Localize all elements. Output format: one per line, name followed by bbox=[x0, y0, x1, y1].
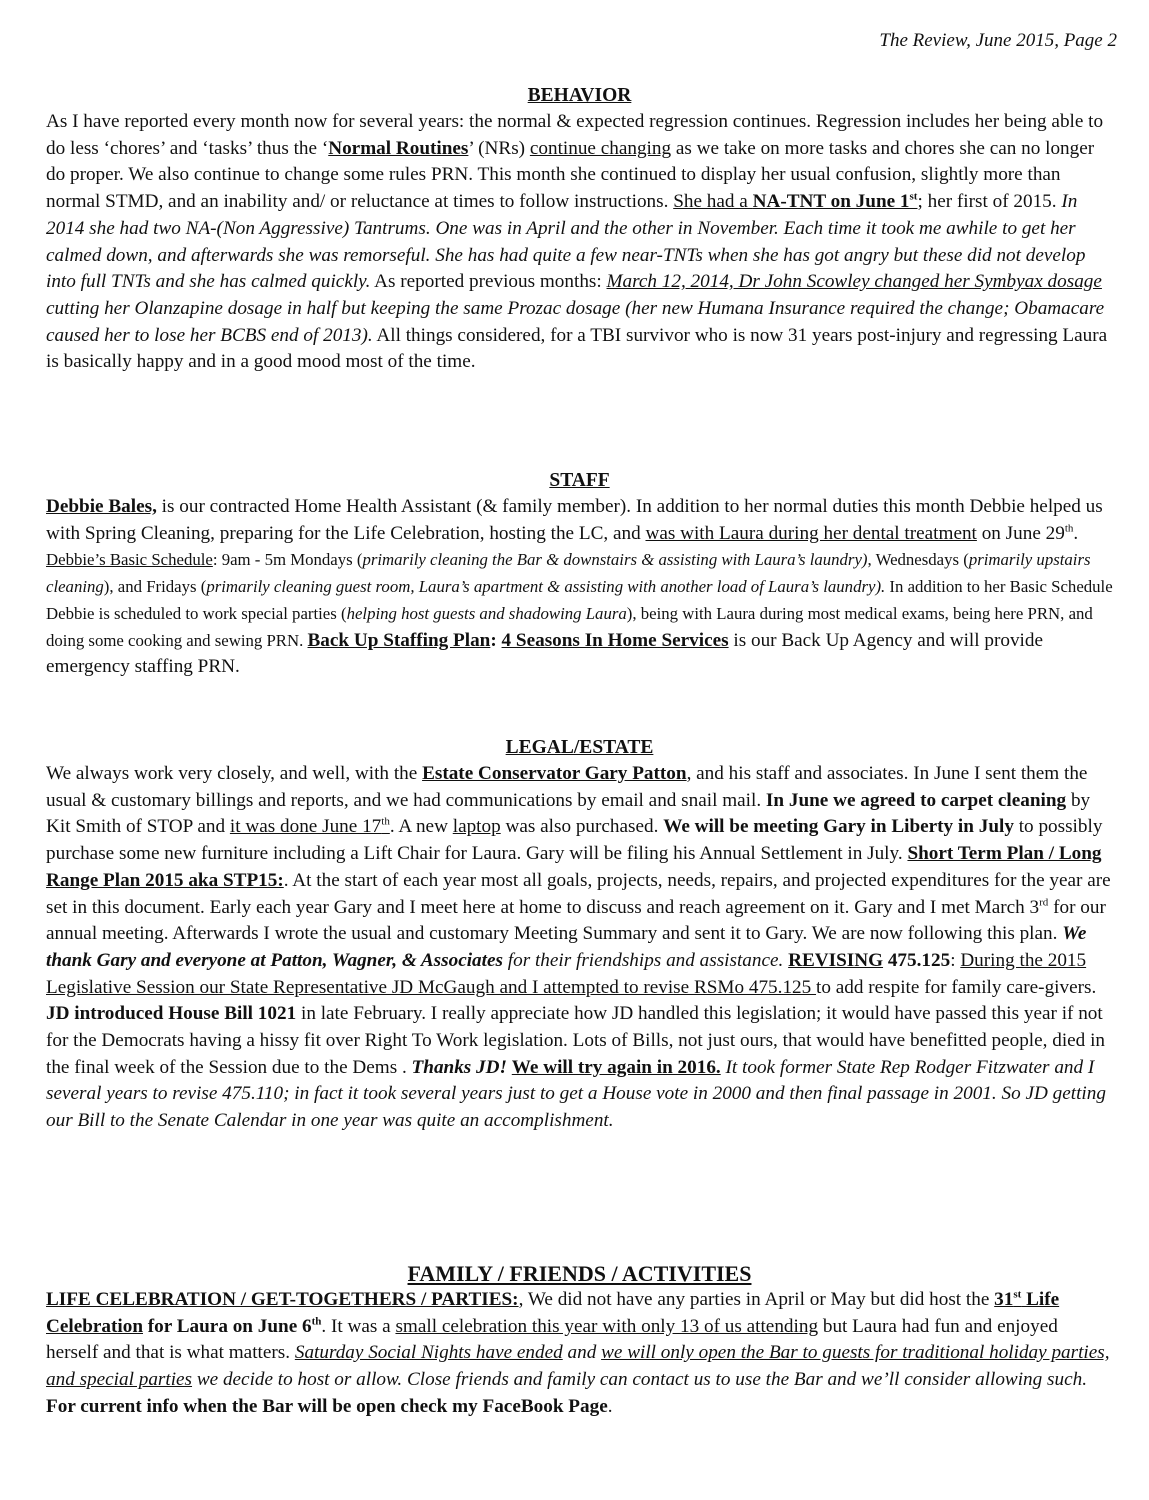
text-run: to add respite for family care-givers. bbox=[816, 976, 1097, 998]
section-heading-staff: STAFF bbox=[549, 470, 610, 491]
text-run: . It was a bbox=[321, 1315, 396, 1337]
text-run: We will try again in 2016. bbox=[511, 1056, 721, 1078]
section-family-friends-activities bbox=[46, 1260, 1113, 1421]
text-run: for Laura on June 6 bbox=[143, 1315, 312, 1337]
section-legal-estate bbox=[46, 734, 1113, 1135]
text-run: . bbox=[607, 1395, 613, 1417]
text-run: . At the start of each year most all goals, projects, needs, repairs, and projected expenditures for the year are set in this document. Early each year Gary and I meet here at home to discuss and reach agreement on it. Gary and I met March 3 bbox=[46, 869, 1111, 918]
text-run: JD introduced House Bill 1021 bbox=[46, 1003, 297, 1025]
text-run: : bbox=[490, 629, 502, 651]
text-run-debbie-bales: Debbie Bales, bbox=[46, 496, 157, 517]
superscript: rd bbox=[1039, 896, 1049, 909]
text-run: LIFE CELEBRATION / GET-TOGETHERS / PARTIES: bbox=[46, 1289, 519, 1310]
text-run: but Laura had fun and enjoyed herself and that is what matters. bbox=[46, 1315, 1058, 1364]
text-run: : bbox=[950, 949, 961, 971]
text-run: Short Term Plan / Long Range Plan 2015 aka STP15: bbox=[46, 843, 1102, 891]
text-run: ; her first of 2015. bbox=[917, 191, 1062, 213]
text-run: In June we agreed to carpet cleaning bbox=[765, 789, 1067, 811]
text-run: In addition to her Basic Schedule Debbie is scheduled to work special parties ( bbox=[46, 577, 1113, 623]
text-run: primarily cleaning guest room, Laura’s apartment & assisting with another load of Laura’s laundry). bbox=[206, 577, 886, 597]
text-run: for their friendships and assistance. bbox=[502, 949, 784, 971]
text-run: As I have reported every month now for several years: the normal & expected regression continues. Regression includes her being able to do less ‘chores’ and ‘tasks’ thus the ‘ bbox=[46, 111, 1104, 159]
text-run: we decide to host or allow. Close friends and family can contact us to use the Bar and we’ll consider allowing such. bbox=[192, 1369, 1088, 1391]
text-run: cutting her Olanzapine dosage in half but keeping the same Prozac dosage (her new Humana Insurance required the change; Obamacare caused her to lose her BCBS end of 2013). bbox=[46, 297, 1105, 346]
superscript: st bbox=[1013, 1288, 1022, 1301]
section-heading-legal-estate: LEGAL/ESTATE bbox=[505, 737, 654, 758]
text-run: It took former State Rep Rodger Fitzwater and I several years to revise 475.110; in fact it took several years just to get a House vote in 2000 and then final passage in 2001. So JD getting our Bill to the Senate Calendar in one year was quite an accomplishment. bbox=[46, 1056, 1106, 1132]
text-run: During the 2015 Legislative Session our State Representative JD McGaugh and I attempted to revise RSMo 475.125 bbox=[46, 949, 1087, 998]
text-run: Thanks JD! bbox=[411, 1056, 507, 1078]
superscript: th bbox=[381, 816, 390, 829]
text-run: we will only open the Bar to guests for traditional holiday parties, and special parties bbox=[46, 1342, 1110, 1391]
text-run: was also purchased. bbox=[500, 816, 664, 838]
text-run-normal-routines: Normal Routines bbox=[328, 137, 469, 159]
text-run: For current info when the Bar will be open check my FaceBook Page bbox=[46, 1395, 608, 1417]
text-run: helping host guests and shadowing Laura bbox=[346, 603, 627, 623]
text-run: She had a bbox=[673, 191, 753, 213]
text-run: Debbie’s Basic Schedule bbox=[46, 550, 213, 570]
family-paragraph bbox=[46, 1287, 1113, 1421]
text-run: as we take on more tasks and chores she can no longer do proper. We also continue to change some rules PRN. This month she continued to display her usual confusion, slightly more than normal STMD, and an inability and/ or reluctance at times to follow instructions. bbox=[46, 137, 1095, 213]
text-run: . bbox=[1073, 522, 1079, 544]
text-run: was with Laura during her dental treatment bbox=[645, 522, 977, 544]
text-run: Life Celebration bbox=[46, 1289, 1060, 1337]
text-run: , and his staff and associates. In June I sent them the usual & customary billings and reports, and we had communications by email and snail mail. bbox=[46, 763, 1088, 811]
text-run: All things considered, for a TBI survivor who is now 31 years post-injury and regressing Laura is basically happy and in a good mood most of the time. bbox=[46, 324, 1108, 373]
text-run: ), being with Laura during most medical exams, being here PRN, and doing some cooking and sewing PRN. bbox=[46, 603, 1093, 650]
text-run: continue changing bbox=[529, 137, 672, 159]
text-run: small celebration this year with only 13 of us attending bbox=[395, 1315, 819, 1337]
text-run: to possibly purchase some new furniture including a Lift Chair for Laura. Gary will be filing his Annual Settlement in July. bbox=[46, 816, 1103, 865]
section-staff bbox=[46, 467, 1113, 681]
text-run: Back Up Staffing Plan bbox=[307, 629, 491, 651]
text-run: March 12, 2014, Dr John Scowley changed her Symbyax dosage bbox=[606, 271, 1102, 293]
text-run: by Kit Smith of STOP and bbox=[46, 789, 1091, 838]
text-run: it was done June 17 bbox=[229, 816, 382, 838]
text-run: We thank Gary and everyone at Patton, Wagner, & Associates bbox=[46, 923, 1087, 971]
staff-paragraph bbox=[46, 494, 1113, 681]
text-run: laptop bbox=[452, 816, 501, 838]
legal-paragraph bbox=[46, 761, 1113, 1135]
text-run: . A new bbox=[389, 816, 453, 838]
text-run: , We did not have any parties in April or May but did host the bbox=[518, 1289, 995, 1310]
text-run: and bbox=[562, 1342, 602, 1364]
text-run: Saturday Social Nights have ended bbox=[294, 1342, 563, 1364]
text-run: REVISING bbox=[788, 949, 884, 971]
text-run: We will be meeting Gary in Liberty in July bbox=[663, 816, 1014, 838]
text-run: As reported previous months: bbox=[370, 271, 607, 293]
text-run: primarily cleaning the Bar & downstairs & assisting with Laura’s laundry) bbox=[362, 550, 868, 570]
page-header: The Review, June 2015, Page 2 bbox=[879, 30, 1117, 51]
text-run: in late February. I really appreciate how JD handled this legislation; it would have passed this year if not for the Democrats having a hissy fit over Right To Work legislation. Lots of Bills, not just ours, that would have benefitted people, died in the final week of the Session due to the Dems . bbox=[46, 1003, 1106, 1078]
text-run: for our annual meeting. Afterwards I wrote the usual and customary Meeting Summary and sent it to Gary. We are now following this plan. bbox=[46, 896, 1106, 945]
text-run: We always work very closely, and well, with the bbox=[46, 763, 423, 784]
section-behavior bbox=[46, 82, 1113, 376]
superscript: th bbox=[1064, 522, 1074, 535]
text-run: ), and Fridays ( bbox=[103, 577, 207, 597]
text-run: In 2014 she had two NA-(Non Aggressive) Tantrums. One was in April and the other in November. Each time it took me awhile to get her calmed down, and afterwards she was remorseful. She has had quite a few near-TNTs when she has got angry but these did not develop into full TNTs and she has calmed quickly. bbox=[46, 191, 1086, 293]
section-heading-family: FAMILY / FRIENDS / ACTIVITIES bbox=[407, 1261, 752, 1286]
superscript: st bbox=[909, 190, 918, 203]
behavior-paragraph bbox=[46, 109, 1113, 376]
text-run: is our Back Up Agency and will provide emergency staffing PRN. bbox=[46, 629, 1043, 678]
superscript: th bbox=[311, 1315, 322, 1328]
section-heading-behavior: BEHAVIOR bbox=[527, 85, 632, 106]
text-run-na-tnt: NA-TNT on June 1 bbox=[752, 191, 910, 213]
text-run: Estate Conservator Gary Patton bbox=[422, 763, 687, 784]
text-run: 4 Seasons In Home Services bbox=[501, 629, 729, 651]
text-run: 475.125 bbox=[883, 949, 951, 971]
text-run: , Wednesdays ( bbox=[867, 550, 969, 570]
text-run: ’ (NRs) bbox=[468, 137, 530, 159]
text-run: : 9am - 5m Mondays ( bbox=[212, 550, 363, 570]
text-run: is our contracted Home Health Assistant (& family member). In addition to her normal duties this month Debbie helped us with Spring Cleaning, preparing for the Life Celebration, hosting the LC, and bbox=[46, 496, 1103, 544]
text-run: on June 29 bbox=[976, 522, 1065, 544]
text-run: 31 bbox=[994, 1289, 1014, 1310]
text-run: primarily upstairs cleaning bbox=[46, 550, 1091, 597]
